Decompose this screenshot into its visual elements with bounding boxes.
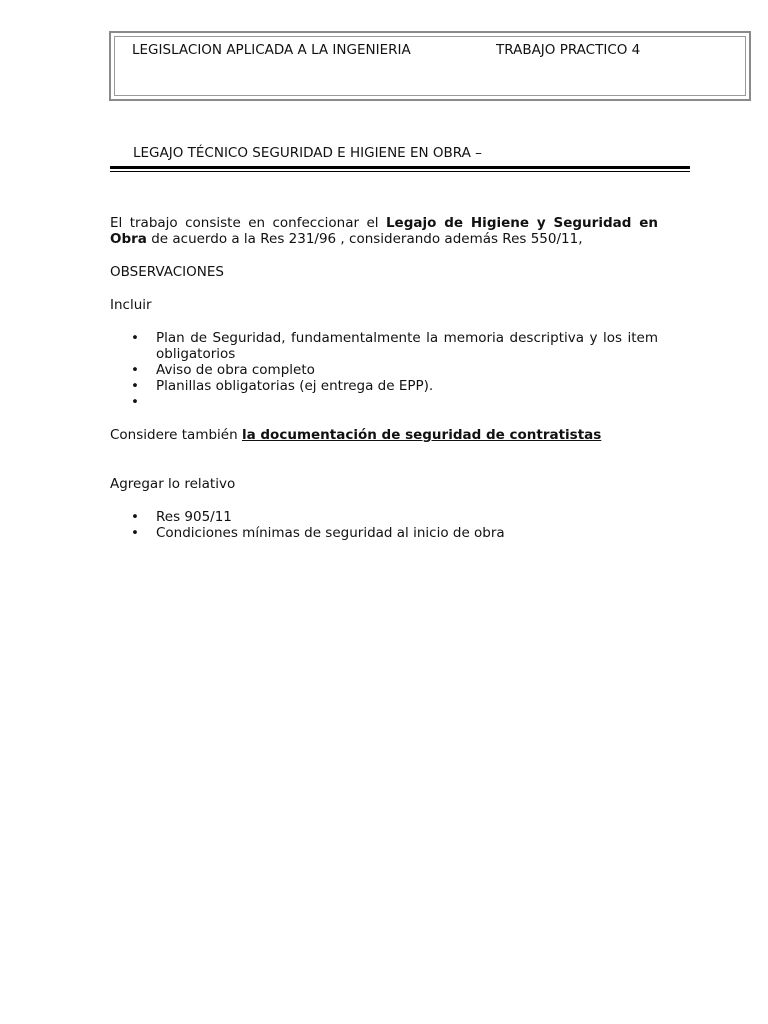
bullet-icon: • xyxy=(131,330,139,346)
list-item xyxy=(110,509,658,525)
header-assignment: TRABAJO PRACTICO 4 xyxy=(496,42,641,58)
intro-paragraph xyxy=(110,215,658,247)
considere-paragraph xyxy=(110,427,658,443)
bullet-icon: • xyxy=(131,394,139,410)
observaciones-heading: OBSERVACIONES xyxy=(110,264,224,280)
list-item-text: Res 905/11 xyxy=(156,509,232,525)
list-item-text: Plan de Seguridad, fundamentalmente la memoria descriptiva y los item obligatorios xyxy=(156,330,658,362)
document-title: LEGAJO TÉCNICO SEGURIDAD E HIGIENE EN OBRA – xyxy=(133,145,482,161)
incluir-label: Incluir xyxy=(110,297,152,313)
considere-prefix: Considere también xyxy=(110,427,242,443)
considere-emphasis: la documentación de seguridad de contratistas xyxy=(241,427,602,443)
list-item-text: Condiciones mínimas de seguridad al inicio de obra xyxy=(156,525,505,541)
list-item xyxy=(110,525,658,541)
title-rule-thick xyxy=(110,166,690,169)
bullet-icon: • xyxy=(131,362,139,378)
list-item-text: Planillas obligatorias (ej entrega de EPP). xyxy=(156,378,434,394)
list-item xyxy=(110,330,658,362)
intro-suffix: de acuerdo a la Res 231/96 , considerando además Res 550/11, xyxy=(146,231,583,247)
agregar-label: Agregar lo relativo xyxy=(110,476,236,492)
title-rule-thin xyxy=(110,171,690,172)
agregar-list xyxy=(110,509,658,541)
list-item xyxy=(110,362,658,378)
bullet-icon: • xyxy=(131,509,139,525)
list-item-text: Aviso de obra completo xyxy=(156,362,315,378)
list-item xyxy=(110,394,658,410)
intro-bold: Legajo de Higiene y Seguridad en Obra xyxy=(110,215,658,247)
bullet-icon: • xyxy=(131,525,139,541)
header-box xyxy=(109,31,751,101)
intro-prefix: El trabajo consiste en confeccionar el xyxy=(110,215,386,231)
header-course: LEGISLACION APLICADA A LA INGENIERIA xyxy=(132,42,411,58)
incluir-list xyxy=(110,330,658,410)
list-item xyxy=(110,378,658,394)
bullet-icon: • xyxy=(131,378,139,394)
